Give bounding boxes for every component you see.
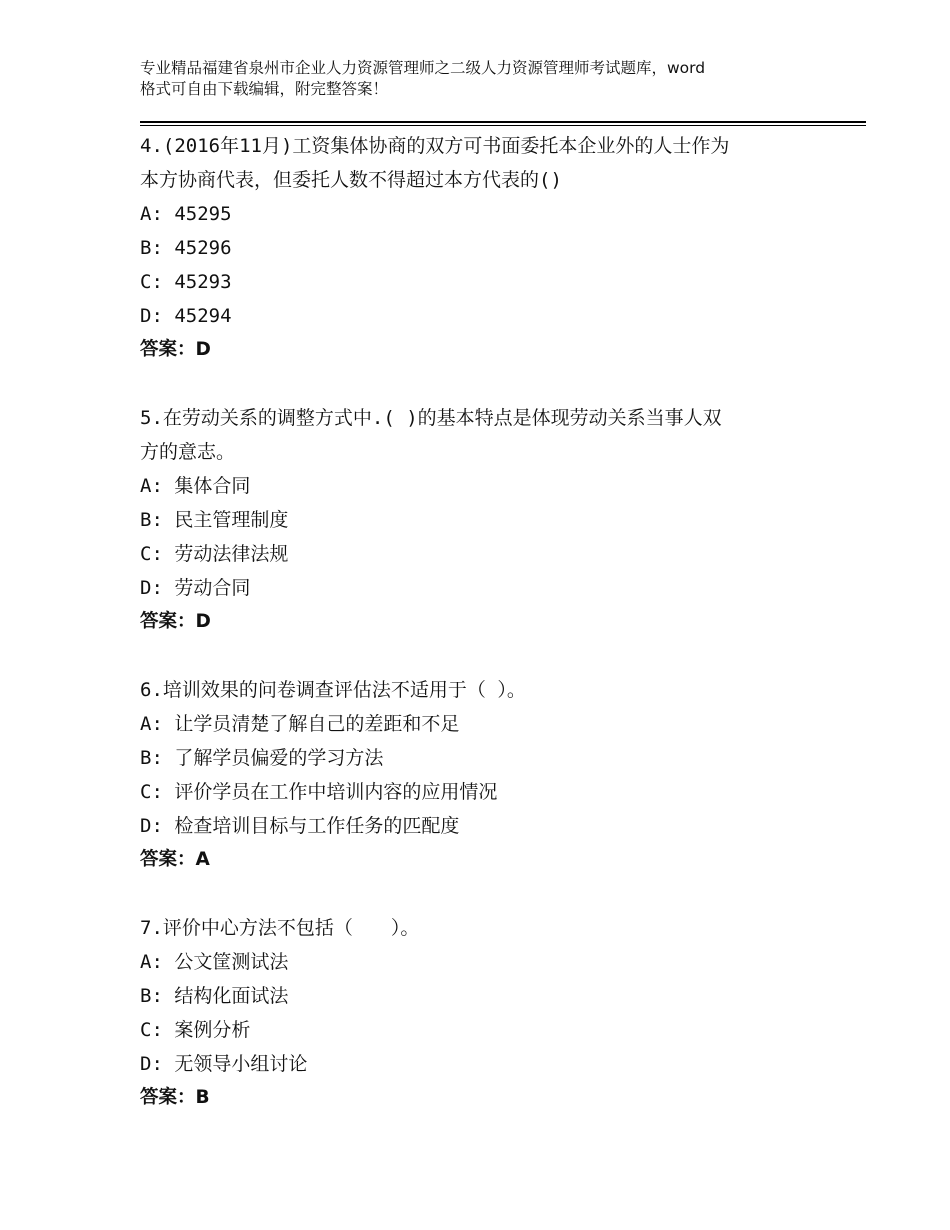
option: C: 45293 [140, 271, 232, 293]
question-stem: 4.(2016年11月)工资集体协商的双方可书面委托本企业外的人士作为 [140, 135, 730, 157]
option: D: 劳动合同 [140, 577, 251, 599]
option: B: 45296 [140, 237, 232, 259]
option: B: 结构化面试法 [140, 985, 289, 1007]
header-line: 格式可自由下载编辑，附完整答案！ [140, 80, 389, 98]
option: C: 案例分析 [140, 1019, 251, 1041]
question-item [140, 911, 840, 1115]
question-stem: 6.培训效果的问卷调查评估法不适用于（ ）。 [140, 679, 526, 701]
question-stem: 方的意志。 [140, 441, 236, 463]
question-item [140, 673, 840, 877]
answer: 答案：B [140, 1087, 210, 1108]
question-stem: 5.在劳动关系的调整方式中.( )的基本特点是体现劳动关系当事人双 [140, 407, 722, 429]
question-item [140, 401, 840, 639]
page-header [140, 58, 840, 100]
option: D: 检查培训目标与工作任务的匹配度 [140, 815, 460, 837]
answer: 答案：D [140, 339, 211, 360]
option: A: 公文筐测试法 [140, 951, 289, 973]
answer: 答案：D [140, 611, 211, 632]
option: D: 45294 [140, 305, 232, 327]
header-rule [140, 121, 866, 123]
option: D: 无领导小组讨论 [140, 1053, 308, 1075]
question-stem: 本方协商代表，但委托人数不得超过本方代表的() [140, 169, 562, 191]
question-item [140, 129, 840, 367]
header-rule [140, 125, 866, 126]
question-list [140, 129, 840, 1149]
option: C: 劳动法律法规 [140, 543, 289, 565]
answer: 答案：A [140, 849, 210, 870]
option: A: 45295 [140, 203, 232, 225]
option: B: 民主管理制度 [140, 509, 289, 531]
header-line: 专业精品福建省泉州市企业人力资源管理师之二级人力资源管理师考试题库，word [140, 59, 706, 77]
option: A: 让学员清楚了解自己的差距和不足 [140, 713, 460, 735]
option: A: 集体合同 [140, 475, 251, 497]
option: B: 了解学员偏爱的学习方法 [140, 747, 384, 769]
question-stem: 7.评价中心方法不包括（ ）。 [140, 917, 420, 939]
option: C: 评价学员在工作中培训内容的应用情况 [140, 781, 498, 803]
